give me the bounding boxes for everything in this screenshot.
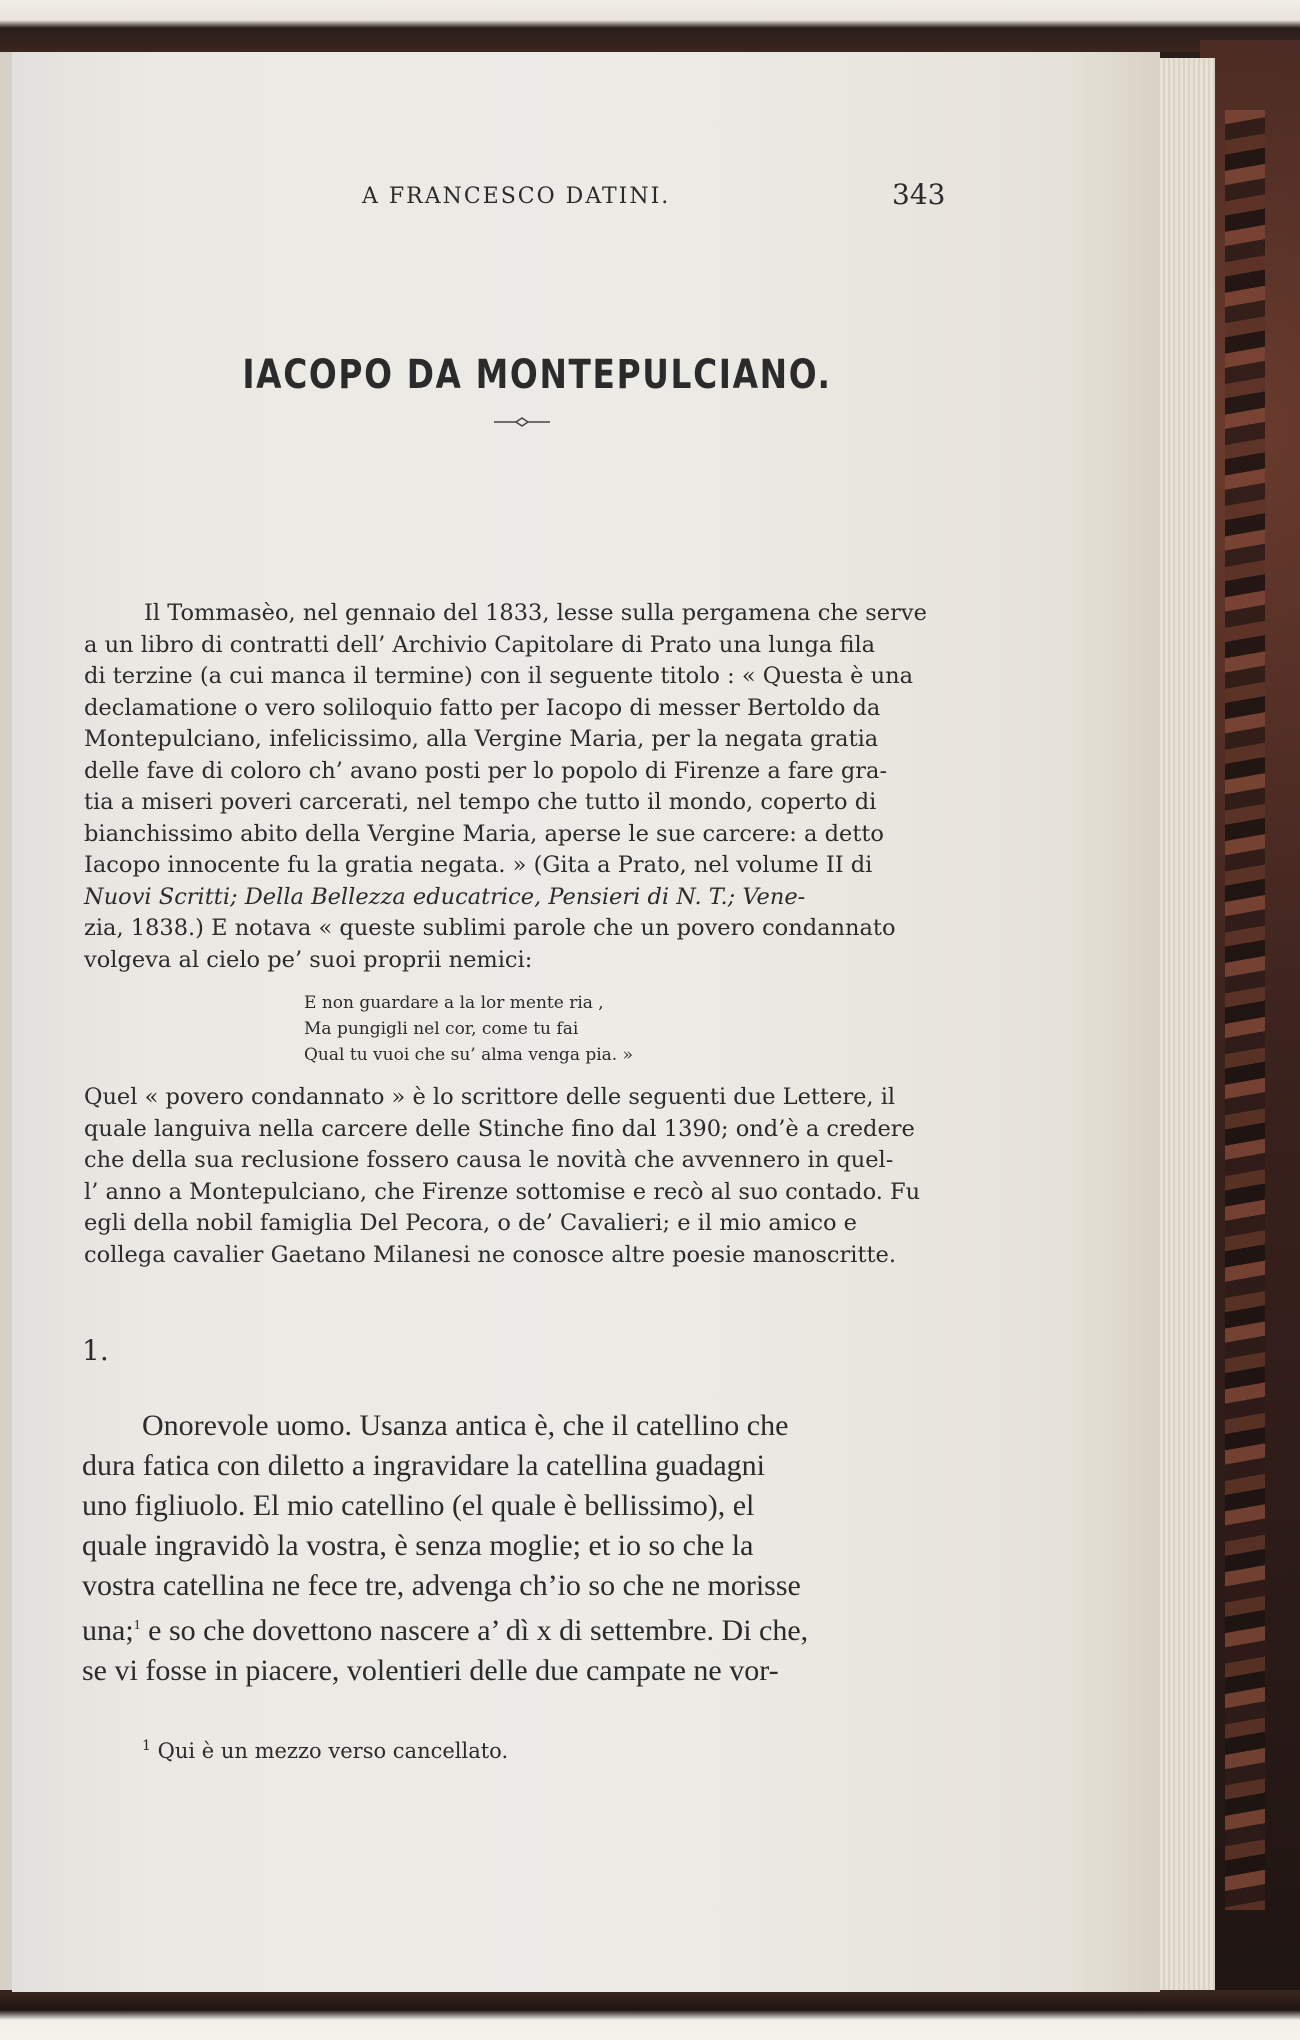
intro-line: Montepulciano, infelicissimo, alla Vergine Maria, per la negata gratia xyxy=(84,726,879,752)
commentary-line: Quel « povero condannato » è lo scrittore delle seguenti due Lettere, il xyxy=(84,1084,896,1110)
commentary-line: collega cavalier Gaetano Milanesi ne conosce altre poesie manoscritte. xyxy=(84,1241,897,1268)
intro-line: zia, 1838.) E notava « queste sublimi parole che un povero condannato xyxy=(84,915,896,941)
intro-line: volgeva al cielo pe’ suoi proprii nemici: xyxy=(84,946,533,973)
footnote xyxy=(142,1738,508,1763)
intro-line: a un libro di contratti dell’ Archivio Capitolare di Prato una lunga fila xyxy=(84,631,876,658)
letter-line: se vi fosse in piacere, volentieri delle due campate ne vor- xyxy=(82,1654,779,1687)
letter-line-start: una; xyxy=(82,1614,134,1647)
letter-line: dura fatica con diletto a ingravidare la catellina guadagni xyxy=(82,1449,766,1482)
intro-line: tia a miseri poveri carcerati, nel tempo che tutto il mondo, coperto di xyxy=(84,789,877,815)
verse-line: Qual tu vuoi che su’ alma venga pia. » xyxy=(304,1045,634,1065)
page-number: 343 xyxy=(892,178,946,211)
letter-line: uno figliuolo. El mio catellino (el quale è bellissimo), el xyxy=(82,1489,755,1522)
running-head: A FRANCESCO DATINI. xyxy=(362,184,671,209)
footnote-marker: 1 xyxy=(142,1738,151,1754)
footnote-text: Qui è un mezzo verso cancellato. xyxy=(157,1739,509,1763)
page-title: IACOPO DA MONTEPULCIANO. xyxy=(242,352,832,398)
verse-quote xyxy=(304,990,633,1068)
left-page-edge xyxy=(0,40,12,2000)
intro-line: declamatione o vero soliloquio fatto per Iacopo di messer Bertoldo da xyxy=(84,694,881,721)
binding-bottom xyxy=(0,1990,1300,2040)
book-page xyxy=(12,52,1160,1992)
intro-line: Il Tommasèo, nel gennaio del 1833, lesse sulla pergamena che serve xyxy=(144,600,927,626)
commentary-line: l’ anno a Montepulciano, che Firenze sottomise e recò al suo contado. Fu xyxy=(84,1178,921,1205)
letter-line-rest: e so che dovettono nascere a’ dì x di settembre. Di che, xyxy=(148,1614,809,1647)
intro-line: Nuovi Scritti; Della Bellezza educatrice, Pensieri di N. T.; Vene- xyxy=(84,883,806,910)
letter-number: 1. xyxy=(82,1334,109,1367)
verse-line: Ma pungigli nel cor, come tu fai xyxy=(304,1019,579,1039)
intro-paragraph xyxy=(84,598,949,976)
commentary-paragraph xyxy=(84,1082,949,1271)
intro-line: bianchissimo abito della Vergine Maria, aperse le sue carcere: a detto xyxy=(84,820,884,847)
commentary-line: che della sua reclusione fossero causa le novità che avvennero in quel- xyxy=(84,1147,894,1173)
commentary-line: egli della nobil famiglia Del Pecora, o de’ Cavalieri; e il mio amico e xyxy=(84,1210,857,1236)
footnote-ref: 1 xyxy=(133,1618,141,1633)
letter-line: Onorevole uomo. Usanza antica è, che il catellino che xyxy=(142,1409,789,1442)
letter-line-with-note xyxy=(82,1606,952,1651)
intro-line: di terzine (a cui manca il termine) con il seguente titolo : « Questa è una xyxy=(84,663,914,689)
page-edges xyxy=(1155,58,1215,1996)
marbled-edge xyxy=(1225,110,1265,1910)
binding-top xyxy=(0,0,1300,52)
letter-body xyxy=(82,1406,952,1691)
letter-line: quale ingravidò la vostra, è senza moglie; et io so che la xyxy=(82,1529,754,1562)
intro-line: Iacopo innocente fu la gratia negata. » (Gita a Prato, nel volume II di xyxy=(84,852,873,878)
intro-line: delle fave di coloro ch’ avano posti per lo popolo di Firenze a fare gra- xyxy=(84,757,888,784)
verse-line: E non guardare a la lor mente ria , xyxy=(304,993,604,1013)
commentary-line: quale languiva nella carcere delle Stinche fino dal 1390; ond’è a credere xyxy=(84,1115,915,1142)
title-ornament-icon xyxy=(492,412,552,432)
letter-line: vostra catellina ne fece tre, advenga ch’io so che ne morisse xyxy=(82,1569,801,1602)
